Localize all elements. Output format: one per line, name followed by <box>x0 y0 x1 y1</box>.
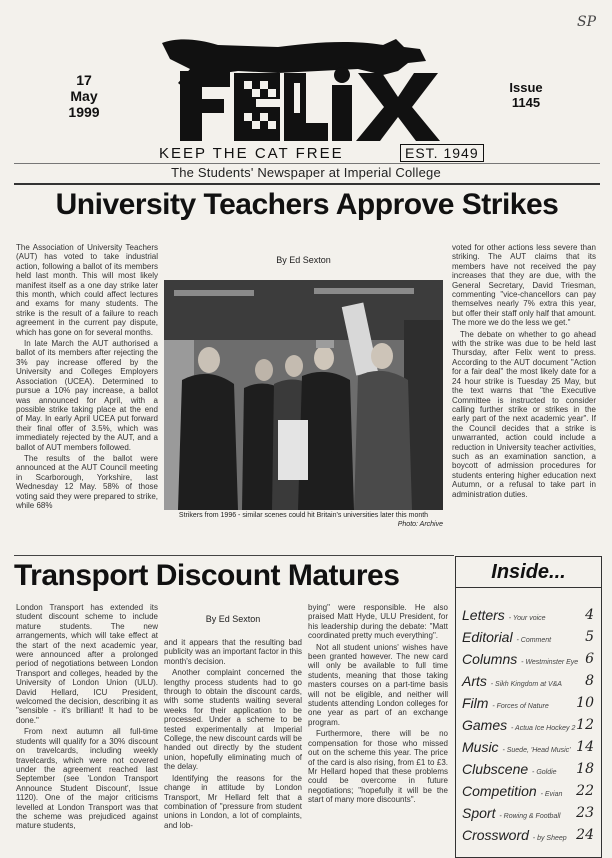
toc-item-competition[interactable] <box>462 783 596 801</box>
paragraph: bying" were responsible. He also praised Matt Hyde, ULU President, for his leadership during the debate: "Matt coordinated pretty much everything". <box>308 603 448 641</box>
second-column-2 <box>164 638 302 832</box>
toc-page: 22 <box>576 783 594 799</box>
toc-section: Clubscene <box>462 761 529 777</box>
established-badge: EST. 1949 <box>400 144 484 162</box>
paragraph: The Association of University Teachers (AUT) has voted to take industrial action, following a ballot of its members held last month. This will most likely manifest itself as a one day strike later this month, which could affect lectures and exams for many students. The strike is the result of a failure to reach agreement in the current pay dispute, which has gone on for several months. <box>16 243 158 337</box>
toc-page: 6 <box>585 651 594 667</box>
photo-credit: Photo: Archive <box>397 521 443 528</box>
issue-label: Issue <box>509 80 543 95</box>
masthead-tagline: The Students' Newspaper at Imperial College <box>171 165 441 180</box>
toc-item-clubscene[interactable] <box>462 761 596 779</box>
toc-subtitle: - Rowing & Football <box>499 813 561 820</box>
date-month: May <box>70 88 98 104</box>
toc-page: 10 <box>576 695 594 711</box>
toc-page: 24 <box>576 827 594 843</box>
second-column-3 <box>308 603 448 807</box>
strike-photo <box>164 280 443 510</box>
toc-page: 23 <box>576 805 594 821</box>
paragraph: and it appears that the resulting bad publicity was an important factor in this month's decision. <box>164 638 302 666</box>
toc-page: 4 <box>585 607 594 623</box>
toc-subtitle: - Westminster Eye <box>521 659 579 666</box>
toc-subtitle: - Sikh Kingdom at V&A <box>490 681 562 688</box>
paragraph: From next autumn all full-time students will qualify for a 30% discount on travelcards, including weekly travelcards, which were not covered under the agreement reached last September (see 'London Transport Announce Student Discount', Issue 1120). One of the major criticisms levelled at London Transport was that the scheme was prejudiced against mature students, <box>16 727 158 831</box>
toc-section: Music <box>462 739 499 755</box>
toc-page: 18 <box>576 761 594 777</box>
toc-item-crossword[interactable] <box>462 827 596 845</box>
paragraph: London Transport has extended its student discount scheme to include mature students. The new arrangements, which will take effect at the start of the next academic year, were announced after a prolonged period of negotiations between London Transport and colleges, headed by the University of London Union (ULU). David Hellard, ICU President, welcomed the decision, describing it as "sensible - it's brilliant! It had to be done." <box>16 603 158 725</box>
toc-section: Editorial <box>462 629 513 645</box>
second-headline: Transport Discount Matures <box>14 559 400 592</box>
toc-section: Letters <box>462 607 505 623</box>
issue-box <box>498 80 554 110</box>
toc-item-games[interactable] <box>462 717 596 735</box>
toc-subtitle: - by Sheep <box>532 835 567 842</box>
toc-item-film[interactable] <box>462 695 596 713</box>
second-column-1 <box>16 603 158 833</box>
divider <box>14 163 600 164</box>
paragraph: Not all student unions' wishes have been granted however. The new card will only be available to full time students, meaning that those taking masters courses on a part-time basis will not be eligible, and neither will students attending London colleges for one year as part of an exchange program. <box>308 642 448 727</box>
inside-title: Inside... <box>456 557 601 588</box>
toc-subtitle: - Goldie <box>532 769 557 776</box>
toc-subtitle: - Forces of Nature <box>492 703 549 710</box>
lead-left-column <box>16 243 158 512</box>
toc-item-letters[interactable] <box>462 607 596 625</box>
toc-section: Columns <box>462 651 518 667</box>
issue-date <box>58 72 110 120</box>
paragraph: Identifying the reasons for the change in attitude by London Transport, Mr Hellard felt that a combination of "pressure from student unions in London, a lot of complaints, and lob- <box>164 773 302 830</box>
toc-page: 5 <box>585 629 594 645</box>
toc-page: 12 <box>576 717 594 733</box>
felix-logo <box>158 35 443 147</box>
toc-item-columns[interactable] <box>462 651 596 669</box>
toc-subtitle: - Actua Ice Hockey 2 <box>511 725 576 732</box>
toc-section: Sport <box>462 805 496 821</box>
photo-caption-text: Strikers from 1996 - similar scenes could hit Britain's universities later this month <box>178 512 429 519</box>
paragraph: The results of the ballot were announced at the AUT Council meeting in Scarborough, Yorkshire, last Wednesday 12 May. 58% of those voting said they were prepared to strike, while 68% <box>16 453 158 510</box>
divider <box>14 555 454 556</box>
paragraph: Another complaint concerned the lengthy process students had to go through to obtain the discount cards, with some students waiting several weeks for their application to be processed. Under a scheme to be tested experimentally at Imperial College, the new discount cards will be handed out directly by the student union, hopefully eliminating much of the delay. <box>164 668 302 772</box>
toc-item-music[interactable] <box>462 739 596 757</box>
lead-right-column <box>452 243 596 501</box>
masthead-motto: KEEP THE CAT FREE <box>159 145 344 162</box>
paragraph: voted for other actions less severe than striking. The AUT claims that its members have not received the pay increases that they are due, with the General Secretary, David Triesman, commenting "vice-chancellors can pay themselves nearly 7% extra this year, but offer their staff only half that amount. The more we do the less we get." <box>452 243 596 328</box>
toc-section: Competition <box>462 783 537 799</box>
toc-subtitle: - Comment <box>516 637 552 644</box>
issue-number: 1145 <box>511 95 541 110</box>
strike-photo-image <box>164 280 443 510</box>
toc-item-sport[interactable] <box>462 805 596 823</box>
toc-subtitle: - Your voice <box>508 615 546 622</box>
toc-page: 8 <box>585 673 594 689</box>
divider <box>14 183 600 185</box>
toc-section: Film <box>462 695 489 711</box>
date-year: 1999 <box>68 104 100 120</box>
toc-item-editorial[interactable] <box>462 629 596 647</box>
paragraph: The debate on whether to go ahead with the strike was due to be held last Thursday, after Felix went to press. According to the AUT document "Action for a fair deal" the most likely date for a 24 hour strike is Tuesday 25 May, but the text warns that "the Executive Committee is instructed to consider calling further strike or strikes in the early part of the next academic year". If the Council decides that a strike is unwarranted, action could include a reduction in University teacher activities, such as an examination sanction, a boycott of admission procedures for students entering higher education next Autumn, or a refusal to take part in administration duties. <box>452 329 596 499</box>
toc-section: Crossword <box>462 827 529 843</box>
toc-page: 14 <box>576 739 594 755</box>
toc-item-arts[interactable] <box>462 673 596 691</box>
toc-section: Games <box>462 717 508 733</box>
paragraph: In late March the AUT authorised a ballot of its members after rejecting the 3% pay increase offered by the University and Colleges Employers Association (UCEA). Determined to pursue a 10% pay increase, a ballot was announced for April, with a possible strike taking place at the end of May. In early April UCEA put forward their final offer of 3.5%, which was immediately rejected by the AUT, and a ballot of AUT members followed. <box>16 339 158 452</box>
corner-handwritten-mark: SP <box>576 14 596 30</box>
toc-subtitle: - Suede, 'Head Music' <box>502 747 571 754</box>
paragraph: Furthermore, there will be no compensation for those who missed out on the scheme this year. The price of the card is also rising, from £1 to £3. Mr Hellard hoped that these problems could be overcome in future negotiations; "hopefully it will be the start of many more discounts". <box>308 729 448 805</box>
toc-subtitle: - Evian <box>540 791 563 798</box>
date-day: 17 <box>76 72 92 88</box>
inside-contents-box <box>455 556 602 858</box>
photo-caption <box>164 511 443 529</box>
toc-section: Arts <box>462 673 487 689</box>
second-byline: By Ed Sexton <box>205 614 261 624</box>
lead-byline: By Ed Sexton <box>276 255 331 265</box>
lead-headline: University Teachers Approve Strikes <box>55 188 559 221</box>
